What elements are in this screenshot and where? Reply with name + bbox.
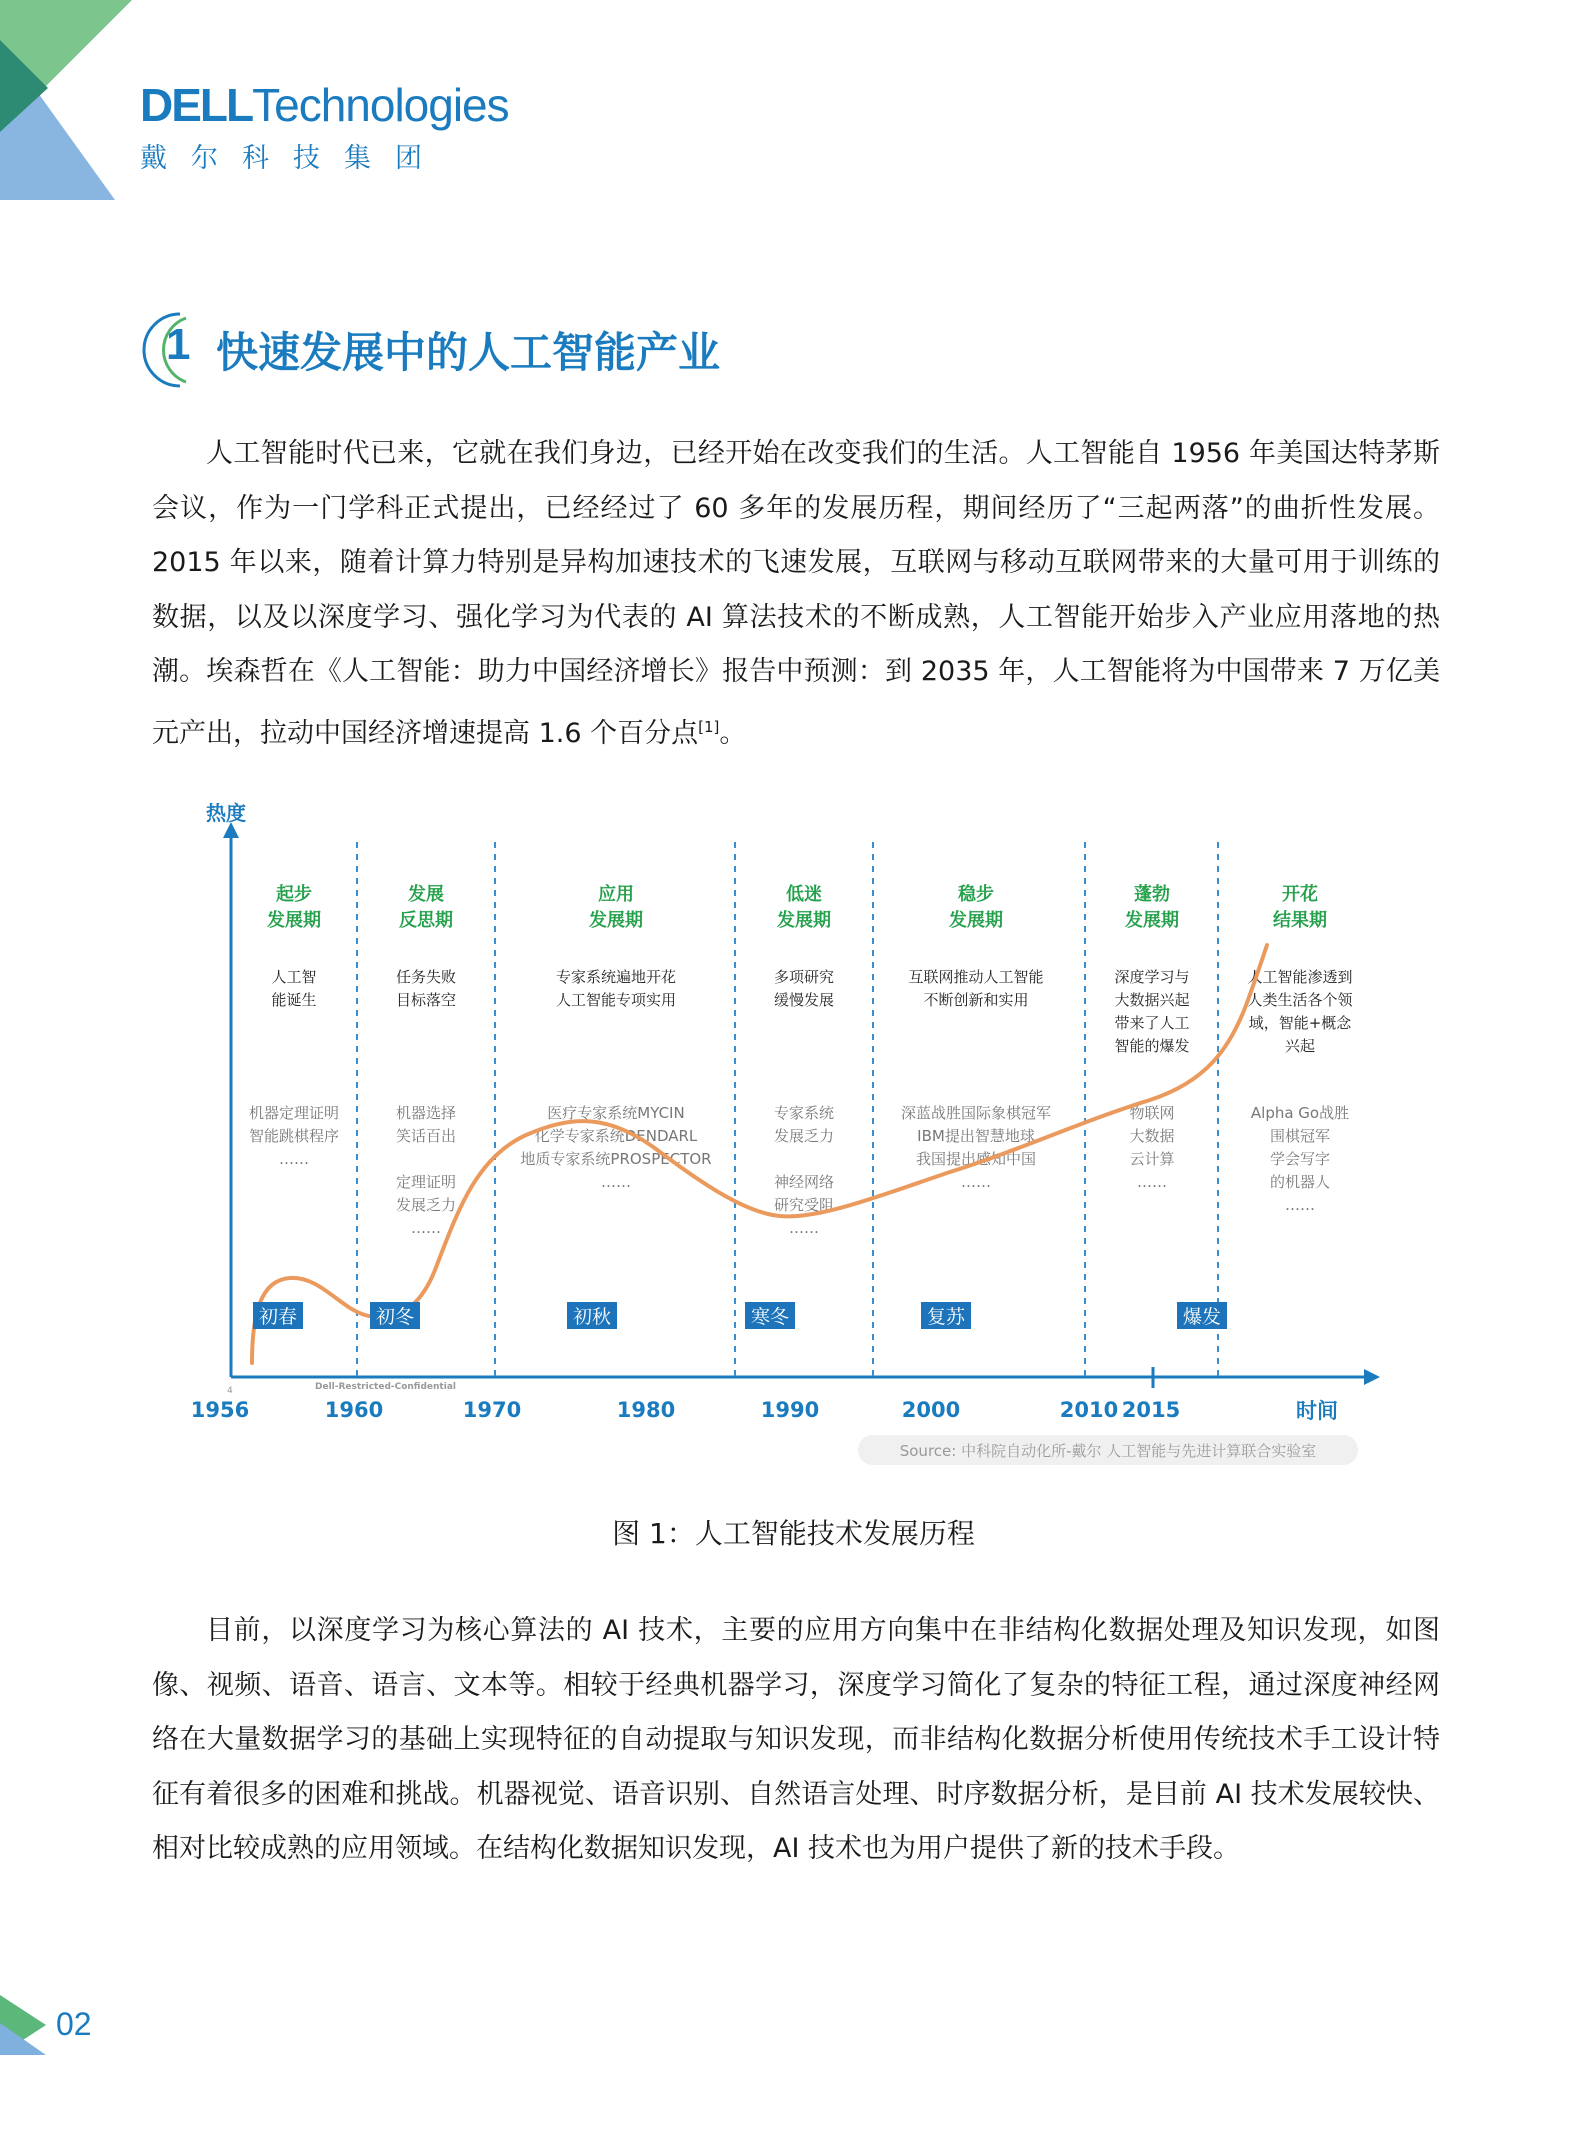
corner-decoration	[0, 0, 150, 200]
stage-example: 医疗专家系统MYCIN	[547, 1104, 685, 1122]
season-tag-label: 初春	[258, 1306, 298, 1328]
stage-example: 围棋冠军	[1269, 1127, 1331, 1145]
x-tick-label: 2015	[1121, 1398, 1181, 1422]
figure-caption: 图 1：人工智能技术发展历程	[612, 1517, 975, 1550]
stage-example: 我国提出感知中国	[915, 1150, 1037, 1168]
stage-name: 结果期	[1273, 910, 1327, 931]
stage-example: ……	[411, 1219, 441, 1237]
season-tag-label: 复苏	[926, 1306, 966, 1328]
stage-example: 定理证明	[395, 1173, 457, 1191]
stage-example: 研究受阻	[773, 1196, 835, 1214]
stage-example: ……	[1285, 1196, 1315, 1214]
ai-history-chart	[190, 800, 1410, 1480]
stage-description: 互联网推动人工智能	[908, 968, 1044, 986]
stage-description: 能诞生	[271, 991, 317, 1009]
stage-example: 地质专家系统PROSPECTOR	[520, 1150, 712, 1168]
stage-name: 发展期	[1125, 910, 1179, 931]
stage-example: 发展乏力	[773, 1127, 835, 1145]
stage-name: 开花	[1282, 884, 1318, 905]
stage-description: 人类生活各个领	[1247, 991, 1353, 1009]
x-tick-label: 1956	[190, 1398, 250, 1422]
stage-example: 化学专家系统DENDARL	[534, 1127, 698, 1145]
stage-name: 起步	[276, 884, 312, 905]
stage-example: ……	[1137, 1173, 1167, 1191]
stage-example: ……	[279, 1150, 309, 1168]
chart-source: Source: 中科院自动化所-戴尔 人工智能与先进计算联合实验室	[899, 1442, 1317, 1460]
stage-example: 的机器人	[1269, 1173, 1331, 1191]
stage-example: Alpha Go战胜	[1250, 1104, 1350, 1122]
stage-description: 缓慢发展	[773, 991, 835, 1009]
section-heading	[140, 310, 720, 390]
chart-svg	[190, 800, 1410, 1480]
season-tag-label: 寒冬	[750, 1306, 790, 1328]
x-tick-label: 1970	[462, 1398, 522, 1422]
y-axis-label: 热度	[206, 801, 246, 825]
axis-origin-label: 4	[227, 1386, 233, 1396]
stage-example: 机器选择	[395, 1104, 457, 1122]
season-tag-label: 初秋	[572, 1306, 612, 1328]
stage-example: 笑话百出	[395, 1127, 457, 1145]
stage-name: 发展期	[589, 910, 643, 931]
stage-description: 人工智能渗透到	[1247, 968, 1353, 986]
stage-example: 学会写字	[1269, 1150, 1331, 1168]
section-arc-icon	[140, 310, 198, 390]
stage-description: 带来了人工	[1114, 1014, 1190, 1032]
stage-name: 发展期	[777, 910, 831, 931]
x-tick-label: 1960	[324, 1398, 384, 1422]
stage-description: 目标落空	[395, 991, 457, 1009]
x-axis-label: 时间	[1296, 1399, 1338, 1423]
citation-ref[interactable]: [1]	[698, 717, 720, 736]
dell-logo	[140, 78, 509, 175]
stage-name: 稳步	[958, 884, 994, 905]
page-number: 02	[56, 2006, 92, 2042]
stage-description: 任务失败	[395, 968, 457, 986]
stage-example: ……	[961, 1173, 991, 1191]
stage-example: 神经网络	[773, 1173, 835, 1191]
stage-description: 人工智能专项实用	[555, 991, 677, 1009]
stage-example: 大数据	[1129, 1127, 1175, 1145]
stage-example: 智能跳棋程序	[248, 1127, 340, 1145]
stage-name: 应用	[598, 884, 634, 905]
stage-description: 大数据兴起	[1114, 991, 1190, 1009]
stage-description: 人工智	[271, 968, 317, 986]
confidential-watermark: Dell-Restricted-Confidential	[315, 1382, 456, 1392]
x-tick-label: 1990	[760, 1398, 820, 1422]
stage-description: 域，智能+概念	[1248, 1014, 1352, 1032]
stage-name: 低迷	[786, 884, 822, 905]
intro-end: 。	[719, 717, 747, 749]
intro-text: 人工智能时代已来，它就在我们身边，已经开始在改变我们的生活。人工智能自 1956 年美国达特茅斯会议，作为一门学科正式提出，已经经过了 60 多年的发展历程，期间经历了“三起两落”的曲折性发展。2015 年以来，随着计算力特别是异构加速技术的飞速发展，互联网与移动互联网带来的大量可用于训练的数据，以及以深度学习、强化学习为代表的 AI 算法技术的不断成熟，人工智能开始步入产业应用落地的热潮。埃森哲在《人工智能：助力中国经济增长》报告中预测：到 2035 年，人工智能将为中国带来 7 万亿美元产出，拉动中国经济增速提高 1.6 个百分点	[152, 438, 1440, 749]
stage-description: 深度学习与	[1114, 968, 1190, 986]
section-number: 1	[166, 320, 191, 369]
section-title: 快速发展中的人工智能产业	[216, 328, 721, 377]
stage-name: 反思期	[399, 910, 453, 931]
x-tick-label: 2010	[1059, 1398, 1119, 1422]
x-tick-label: 2000	[901, 1398, 961, 1422]
stage-description: 专家系统遍地开花	[555, 968, 677, 986]
stage-example: ……	[601, 1173, 631, 1191]
logo-dell: DELL	[140, 79, 253, 131]
stage-example: IBM提出智慧地球	[917, 1127, 1035, 1145]
intro-paragraph	[152, 427, 1440, 761]
stage-example: ……	[789, 1219, 819, 1237]
stage-example: 物联网	[1129, 1104, 1175, 1122]
footer-decoration	[0, 1995, 46, 2055]
stage-example: 发展乏力	[395, 1196, 457, 1214]
stage-description: 多项研究	[773, 968, 835, 986]
body-paragraph: 目前，以深度学习为核心算法的 AI 技术，主要的应用方向集中在非结构化数据处理及知识发现，如图像、视频、语音、语言、文本等。相较于经典机器学习，深度学习简化了复杂的特征工程，通过深度神经网络在大量数据学习的基础上实现特征的自动提取与知识发现，而非结构化数据分析使用传统技术手工设计特征有着很多的困难和挑战。机器视觉、语音识别、自然语言处理、时序数据分析，是目前 AI 技术发展较快、相对比较成熟的应用领域。在结构化数据知识发现，AI 技术也为用户提供了新的技术手段。	[152, 1615, 1440, 1864]
stage-description: 不断创新和实用	[923, 991, 1029, 1009]
stage-example: 专家系统	[773, 1104, 835, 1122]
x-axis-arrow	[1364, 1369, 1380, 1385]
stage-name: 发展期	[267, 910, 321, 931]
stage-name: 发展期	[949, 910, 1003, 931]
stage-description: 智能的爆发	[1114, 1037, 1190, 1055]
stage-example: 云计算	[1129, 1150, 1175, 1168]
stage-description: 兴起	[1284, 1037, 1316, 1055]
stage-name: 蓬勃	[1134, 884, 1170, 905]
season-tag-label: 爆发	[1182, 1306, 1222, 1328]
logo-technologies: Technologies	[252, 79, 509, 131]
stage-example: 机器定理证明	[248, 1104, 340, 1122]
stage-name: 发展	[408, 884, 444, 905]
season-tag-label: 初冬	[375, 1306, 415, 1328]
brand-cn-name: 戴尔科技集团	[140, 143, 446, 174]
stage-example: 深蓝战胜国际象棋冠军	[900, 1104, 1052, 1122]
x-tick-label: 1980	[616, 1398, 676, 1422]
